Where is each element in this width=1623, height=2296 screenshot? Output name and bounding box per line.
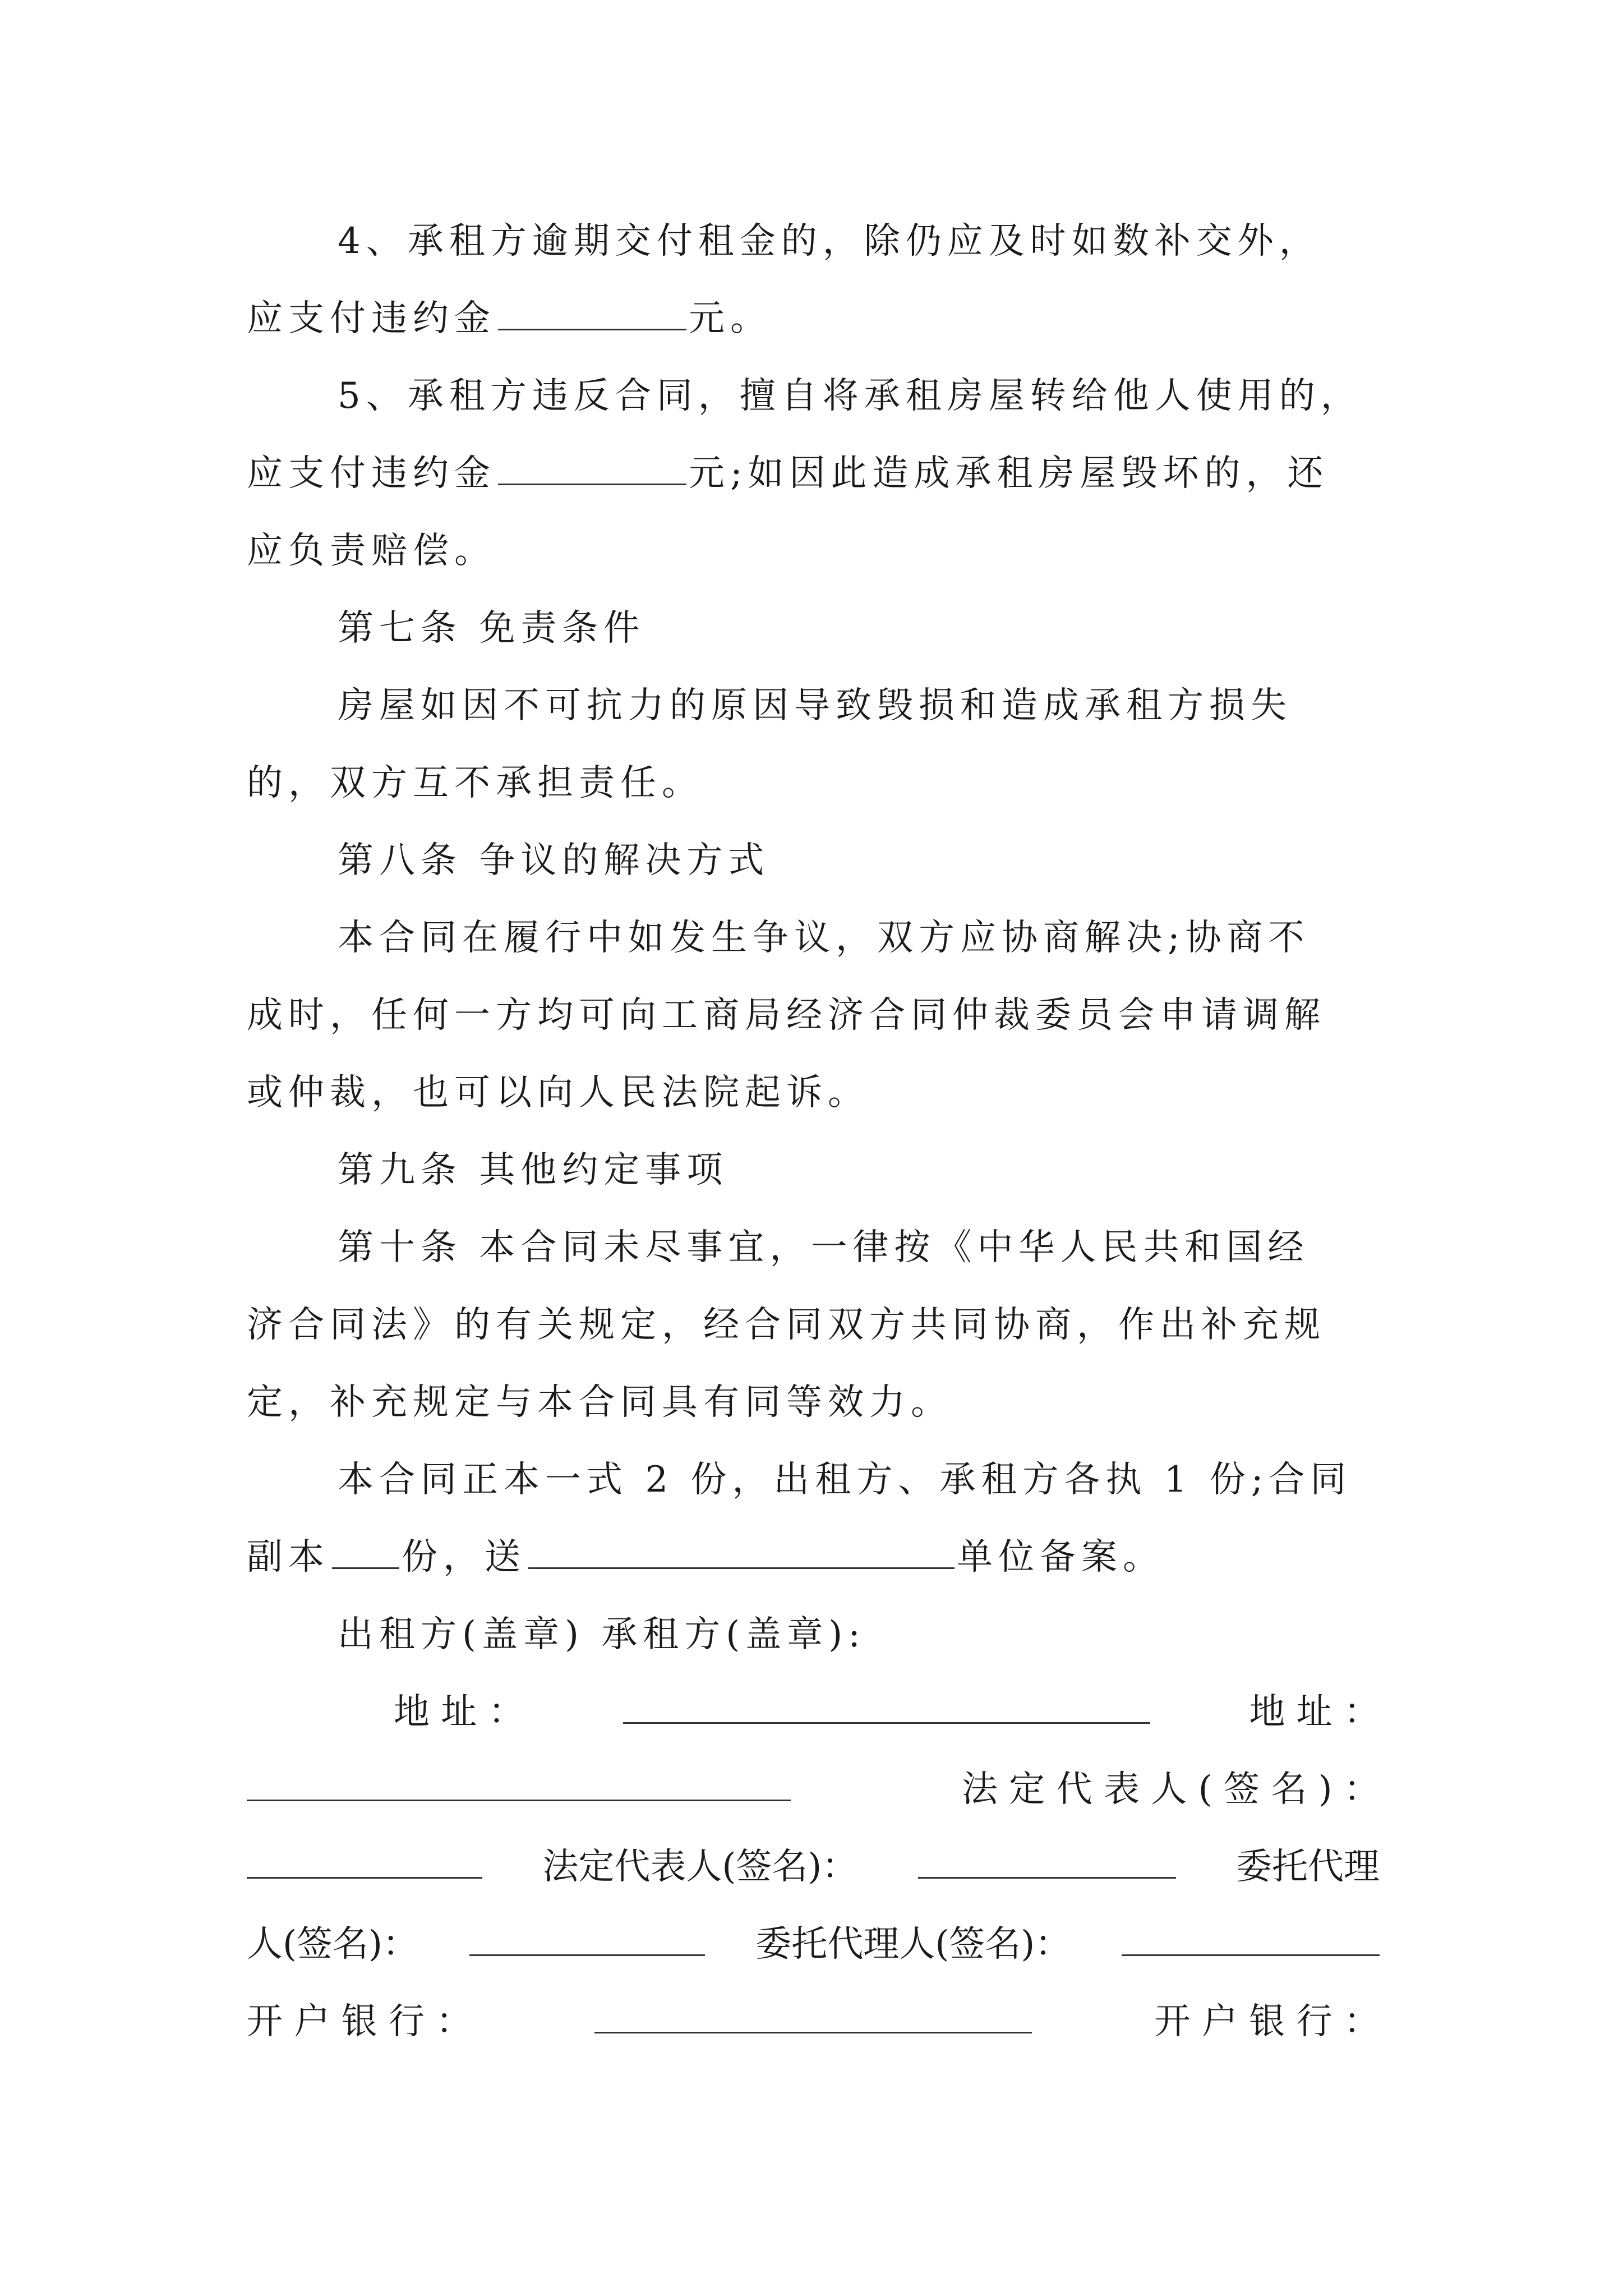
clause-5-line-3: 应负责赔偿。	[247, 530, 496, 572]
signature-row-bank	[247, 1999, 1380, 2044]
currency-unit: 元。	[689, 298, 772, 339]
address-label: 地 址 ：	[394, 1691, 524, 1733]
bank-label: 开 户 银 行 ：	[247, 2001, 472, 2042]
legal-rep-blank	[247, 1846, 482, 1879]
filing-unit-blank	[528, 1536, 955, 1569]
agent-label-a: 委托代理	[1235, 1846, 1380, 1888]
article-8-line-1: 本合同在履行中如发生争议，双方应协商解决;协商不	[338, 917, 1310, 959]
article-10-line-3: 定，补充规定与本合同具有同等效力。	[247, 1382, 952, 1423]
article-7-line-1: 房屋如因不可抗力的原因导致毁损和造成承租方损失	[338, 685, 1292, 726]
penalty-amount-blank	[498, 297, 686, 330]
article-9-title: 第九条 其他约定事项	[338, 1149, 728, 1191]
clause-5-line-1: 5、承租方违反合同，擅自将承租房屋转给他人使用的，	[338, 375, 1362, 417]
clause-4-line-1: 4、承租方逾期交付租金的，除仍应及时如数补交外，	[338, 220, 1321, 262]
signature-parties: 出租方(盖章) 承租方(盖章):	[338, 1614, 866, 1655]
copies-send-label: 份，送	[402, 1536, 526, 1578]
address-label-2: 地 址 ：	[1249, 1691, 1380, 1733]
legal-rep-label-2: 法定代表人(签名)：	[542, 1846, 858, 1888]
address-blank	[623, 1691, 1150, 1724]
legal-rep-blank-2	[918, 1846, 1176, 1879]
article-8-title: 第八条 争议的解决方式	[338, 840, 770, 881]
signature-row-legal-rep-2	[247, 1844, 1380, 1889]
filing-label: 单位备案。	[957, 1536, 1164, 1578]
bank-label-2: 开 户 银 行 ：	[1154, 2001, 1380, 2042]
article-8-line-3: 或仲裁，也可以向人民法院起诉。	[247, 1072, 869, 1114]
clause-5-line-2	[247, 451, 1329, 496]
agent-label-2: 委托代理人(签名)：	[755, 1924, 1071, 1965]
address-blank-2	[247, 1768, 791, 1801]
copies-line-1: 本合同正本一式 2 份，出租方、承租方各执 1 份;合同	[338, 1459, 1352, 1501]
copies-line-2	[247, 1535, 1164, 1580]
legal-rep-label: 法 定 代 表 人 ( 签 名 ) ：	[961, 1769, 1380, 1810]
copies-label: 副本	[247, 1536, 330, 1578]
article-7-line-2: 的，双方互不承担责任。	[247, 762, 703, 804]
agent-blank-2	[1122, 1923, 1380, 1956]
penalty-label: 应支付违约金	[247, 453, 496, 494]
article-10-line-2: 济合同法》的有关规定，经合同双方共同协商，作出补充规	[247, 1304, 1326, 1346]
article-8-line-2: 成时，任何一方均可向工商局经济合同仲裁委员会申请调解	[247, 995, 1326, 1036]
copies-count-blank	[332, 1536, 399, 1569]
article-10-line-1: 第十条 本合同未尽事宜，一律按《中华人民共和国经	[338, 1227, 1310, 1268]
article-7-title: 第七条 免责条件	[338, 608, 645, 649]
signature-row-address	[247, 1690, 1380, 1734]
signature-row-agent	[247, 1922, 1380, 1967]
penalty-amount-blank	[498, 452, 686, 485]
clause-4-line-2	[247, 296, 772, 341]
signature-row-legal-rep	[247, 1767, 1380, 1812]
agent-label-b: 人(签名)：	[247, 1924, 418, 1965]
clause-5-text: 元;如因此造成承租房屋毁坏的，还	[689, 453, 1329, 494]
agent-blank	[469, 1923, 705, 1956]
penalty-label: 应支付违约金	[247, 298, 496, 339]
bank-blank	[594, 2000, 1032, 2033]
